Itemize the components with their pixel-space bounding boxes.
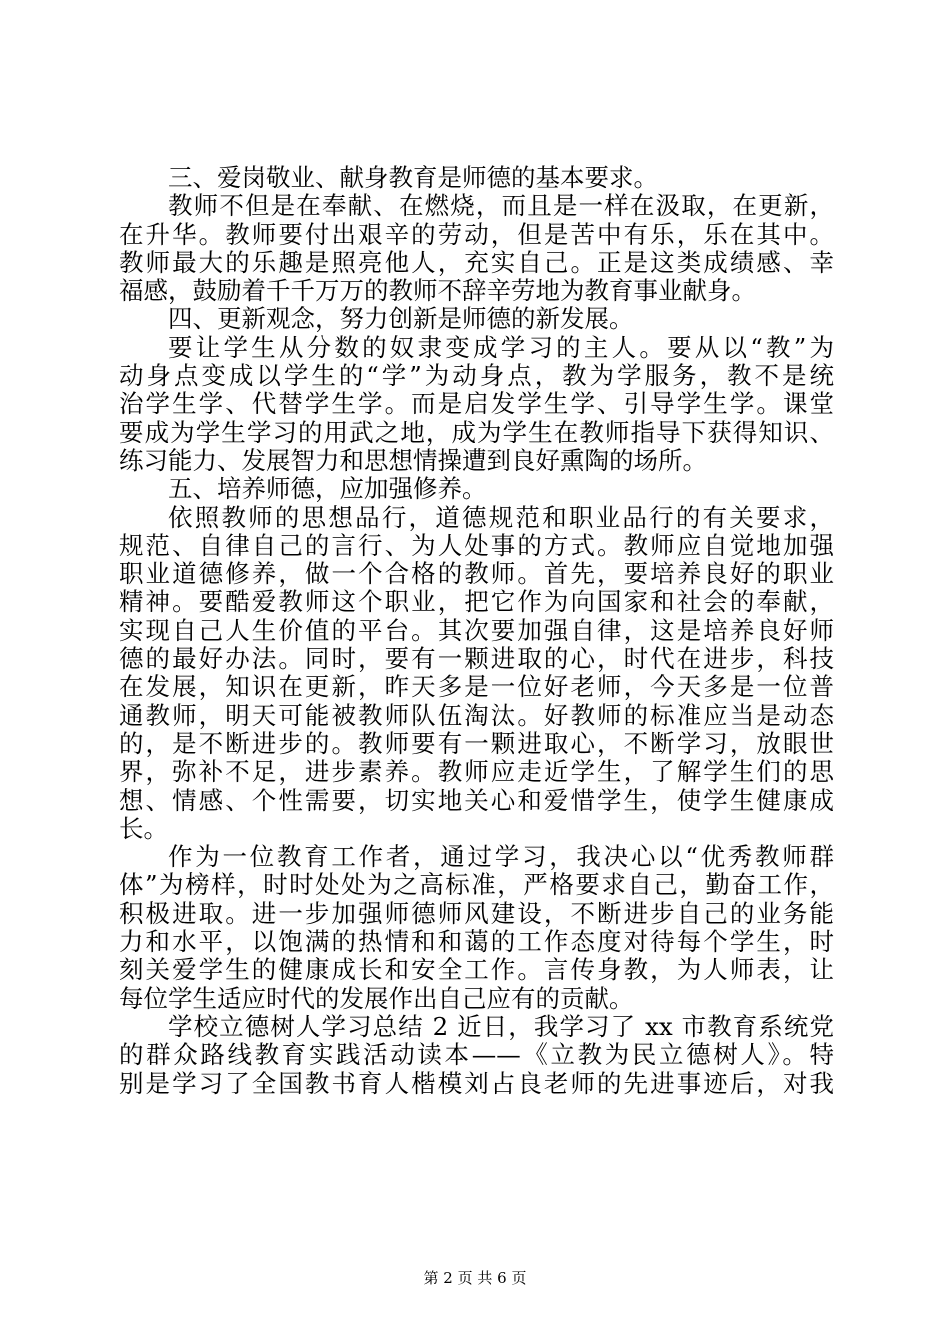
page-footer: 第 2 页 共 6 页 (423, 1269, 527, 1287)
text-line: 福感，鼓励着千千万万的教师不辞辛劳地为教育事业献身。 (119, 276, 756, 306)
text-line: 力和水平，以饱满的热情和和蔼的工作态度对待每个学生，时 (119, 927, 834, 957)
text-line: 作为一位教育工作者，通过学习，我决心以“优秀教师群 (168, 842, 834, 872)
text-line: 五、培养师德，应加强修养。 (168, 474, 487, 504)
text-line: 刻关爱学生的健康成长和安全工作。言传身教，为人师表，让 (119, 955, 834, 985)
text-line: 的群众路线教育实践活动读本——《立教为民立德树人》。特 (119, 1040, 834, 1070)
text-line: 要让学生从分数的奴隶变成学习的主人。要从以“教”为 (168, 332, 834, 362)
text-line: 积极进取。进一步加强师德师风建设，不断进步自己的业务能 (119, 898, 834, 928)
text-line: 长。 (119, 813, 168, 843)
text-line: 别是学习了全国教书育人楷模刘占良老师的先进事迹后，对我 (119, 1068, 834, 1098)
text-line: 教师最大的乐趣是照亮他人，充实自己。正是这类成绩感、幸 (119, 247, 834, 277)
text-line: 职业道德修养，做一个合格的教师。首先，要培养良好的职业 (119, 559, 834, 589)
text-line: 在发展，知识在更新，昨天多是一位好老师，今天多是一位普 (119, 672, 834, 702)
text-line: 要成为学生学习的用武之地，成为学生在教师指导下获得知识、 (119, 417, 834, 447)
text-line: 的，是不断进步的。教师要有一颗进取心，不断学习，放眼世 (119, 728, 834, 758)
text-line: 通教师，明天可能被教师队伍淘汰。好教师的标准应当是动态 (119, 700, 834, 730)
text-line: 练习能力、发展智力和思想情操遭到良好熏陶的场所。 (119, 445, 707, 475)
text-line: 在升华。教师要付出艰辛的劳动，但是苦中有乐，乐在其中。 (119, 219, 834, 249)
text-line: 精神。要酷爱教师这个职业，把它作为向国家和社会的奉献， (119, 587, 834, 617)
text-line: 德的最好办法。同时，要有一颗进取的心，时代在进步，科技 (119, 644, 834, 674)
text-line: 实现自己人生价值的平台。其次要加强自律，这是培养良好师 (119, 615, 834, 645)
text-line: 体”为榜样，时时处处为之高标准，严格要求自己，勤奋工作， (119, 870, 834, 900)
text-line: 每位学生适应时代的发展作出自己应有的贡献。 (119, 983, 634, 1013)
text-line: 三、爱岗敬业、献身教育是师德的基本要求。 (168, 163, 658, 192)
document-body (119, 164, 834, 1098)
text-line: 依照教师的思想品行，道德规范和职业品行的有关要求， (168, 502, 834, 532)
text-line: 界，弥补不足，进步素养。教师应走近学生，了解学生们的思 (119, 757, 834, 787)
text-line: 学校立德树人学习总结 2 近日，我学习了 xx 市教育系统党 (168, 1011, 834, 1041)
text-line: 想、情感、个性需要，切实地关心和爱惜学生，使学生健康成 (119, 785, 834, 815)
text-line: 规范、自律自己的言行、为人处事的方式。教师应自觉地加强 (119, 530, 834, 560)
text-line: 教师不但是在奉献、在燃烧，而且是一样在汲取，在更新， (168, 191, 834, 221)
text-line: 治学生学、代替学生学。而是启发学生学、引导学生学。课堂 (119, 389, 834, 419)
text-line: 动身点变成以学生的“学”为动身点，教为学服务，教不是统 (119, 361, 834, 391)
text-line: 四、更新观念，努力创新是师德的新发展。 (168, 304, 634, 334)
